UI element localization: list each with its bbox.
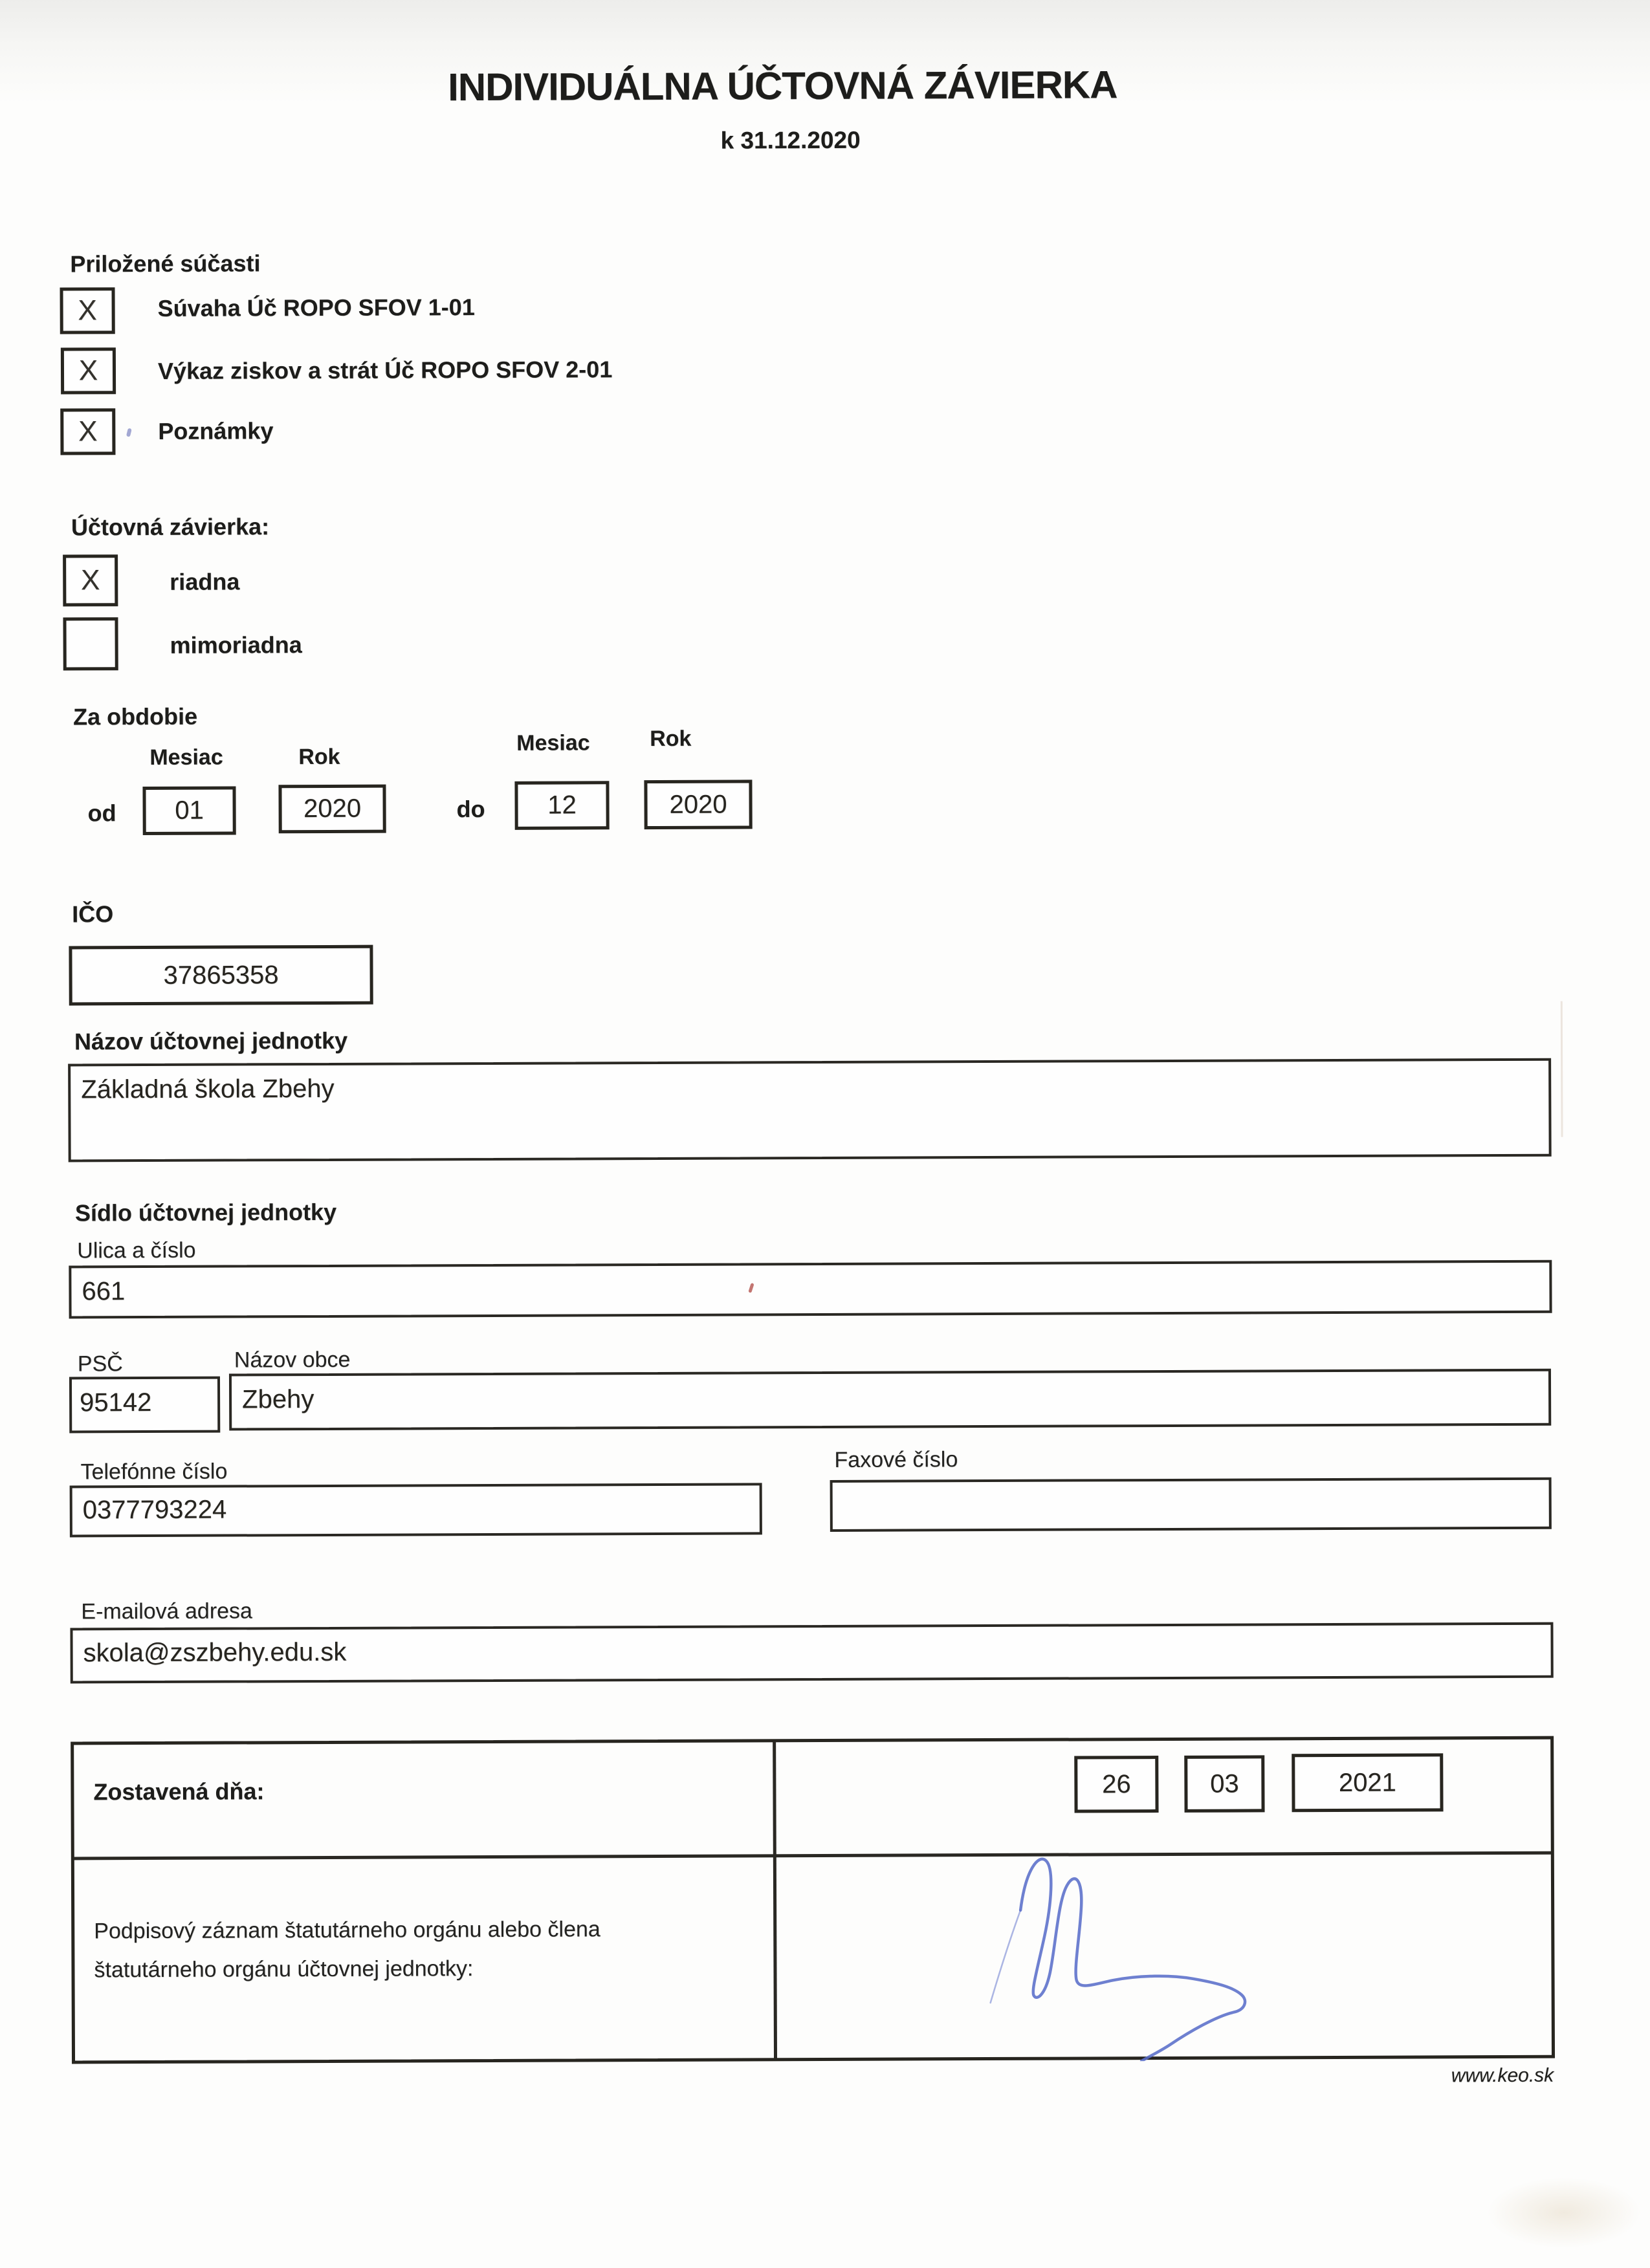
psc-label: PSČ	[77, 1351, 123, 1377]
to-month-label: Mesiac	[516, 730, 590, 756]
from-month-label: Mesiac	[149, 745, 223, 770]
email-field[interactable]: skola@zszbehy.edu.sk	[70, 1622, 1553, 1684]
compiled-day-field[interactable]: 26	[1074, 1756, 1158, 1813]
from-month-field[interactable]: 01	[142, 786, 236, 835]
checkbox-vykaz[interactable]	[61, 347, 116, 394]
attached-parts-heading: Priložené súčasti	[70, 250, 261, 278]
form-subtitle: k 31.12.2020	[720, 126, 861, 154]
checkbox-mimoriadna[interactable]	[63, 617, 118, 670]
compiled-month-field[interactable]: 03	[1184, 1755, 1264, 1812]
scan-speck-blue	[126, 428, 132, 437]
scan-edge-artifact	[1561, 1001, 1563, 1137]
ico-field[interactable]: 37865358	[69, 945, 373, 1006]
entity-name-field[interactable]: Základná škola Zbehy	[68, 1058, 1552, 1162]
ico-label: IČO	[72, 900, 114, 928]
phone-field[interactable]: 0377793224	[70, 1483, 762, 1537]
to-label: do	[456, 796, 485, 823]
fax-field[interactable]	[830, 1477, 1552, 1532]
address-heading: Sídlo účtovnej jednotky	[74, 1198, 337, 1227]
town-field[interactable]: Zbehy	[229, 1369, 1551, 1431]
checkbox-suvaha-mark: X	[78, 294, 97, 327]
phone-label: Telefónne číslo	[80, 1459, 228, 1485]
label-mimoriadna: mimoriadna	[170, 631, 302, 659]
to-year-field[interactable]: 2020	[644, 780, 752, 829]
checkbox-poznamky[interactable]	[60, 408, 115, 455]
signatory-label-line2: štatutárneho orgánu účtovnej jednotky:	[94, 1956, 474, 1983]
compiled-date-label: Zostavená dňa:	[93, 1778, 265, 1805]
label-suvaha: Súvaha Úč ROPO SFOV 1-01	[157, 294, 475, 322]
fax-label: Faxové číslo	[834, 1447, 958, 1472]
psc-field[interactable]: 95142	[69, 1377, 220, 1434]
from-year-field[interactable]: 2020	[278, 785, 386, 834]
signatory-label-line1: Podpisový záznam štatutárneho orgánu alebo člena	[94, 1917, 600, 1944]
checkbox-suvaha[interactable]	[60, 287, 115, 334]
checkbox-riadna[interactable]	[63, 554, 118, 606]
label-vykaz: Výkaz ziskov a strát Úč ROPO SFOV 2-01	[157, 356, 613, 384]
street-field[interactable]: 661	[69, 1260, 1552, 1319]
closing-type-heading: Účtovná závierka:	[71, 513, 270, 541]
from-year-label: Rok	[298, 744, 340, 770]
checkbox-riadna-mark: X	[80, 564, 100, 596]
town-label: Názov obce	[234, 1347, 351, 1373]
compiled-year-field[interactable]: 2021	[1292, 1753, 1443, 1812]
checkbox-poznamky-mark: X	[78, 415, 98, 448]
email-label: E-mailová adresa	[81, 1598, 252, 1624]
signature-image	[954, 1849, 1304, 2062]
checkbox-vykaz-mark: X	[78, 354, 98, 387]
to-year-label: Rok	[650, 726, 692, 752]
label-poznamky: Poznámky	[158, 417, 274, 444]
label-riadna: riadna	[170, 568, 240, 595]
to-month-field[interactable]: 12	[514, 781, 609, 830]
form-title: INDIVIDUÁLNA ÚČTOVNÁ ZÁVIERKA	[448, 63, 1117, 109]
street-label: Ulica a číslo	[77, 1238, 196, 1263]
entity-name-label: Názov účtovnej jednotky	[74, 1027, 348, 1055]
from-label: od	[87, 800, 116, 827]
footer-link: www.keo.sk	[1451, 2064, 1554, 2087]
scan-smudge	[1486, 2177, 1642, 2249]
period-heading: Za obdobie	[72, 703, 198, 730]
